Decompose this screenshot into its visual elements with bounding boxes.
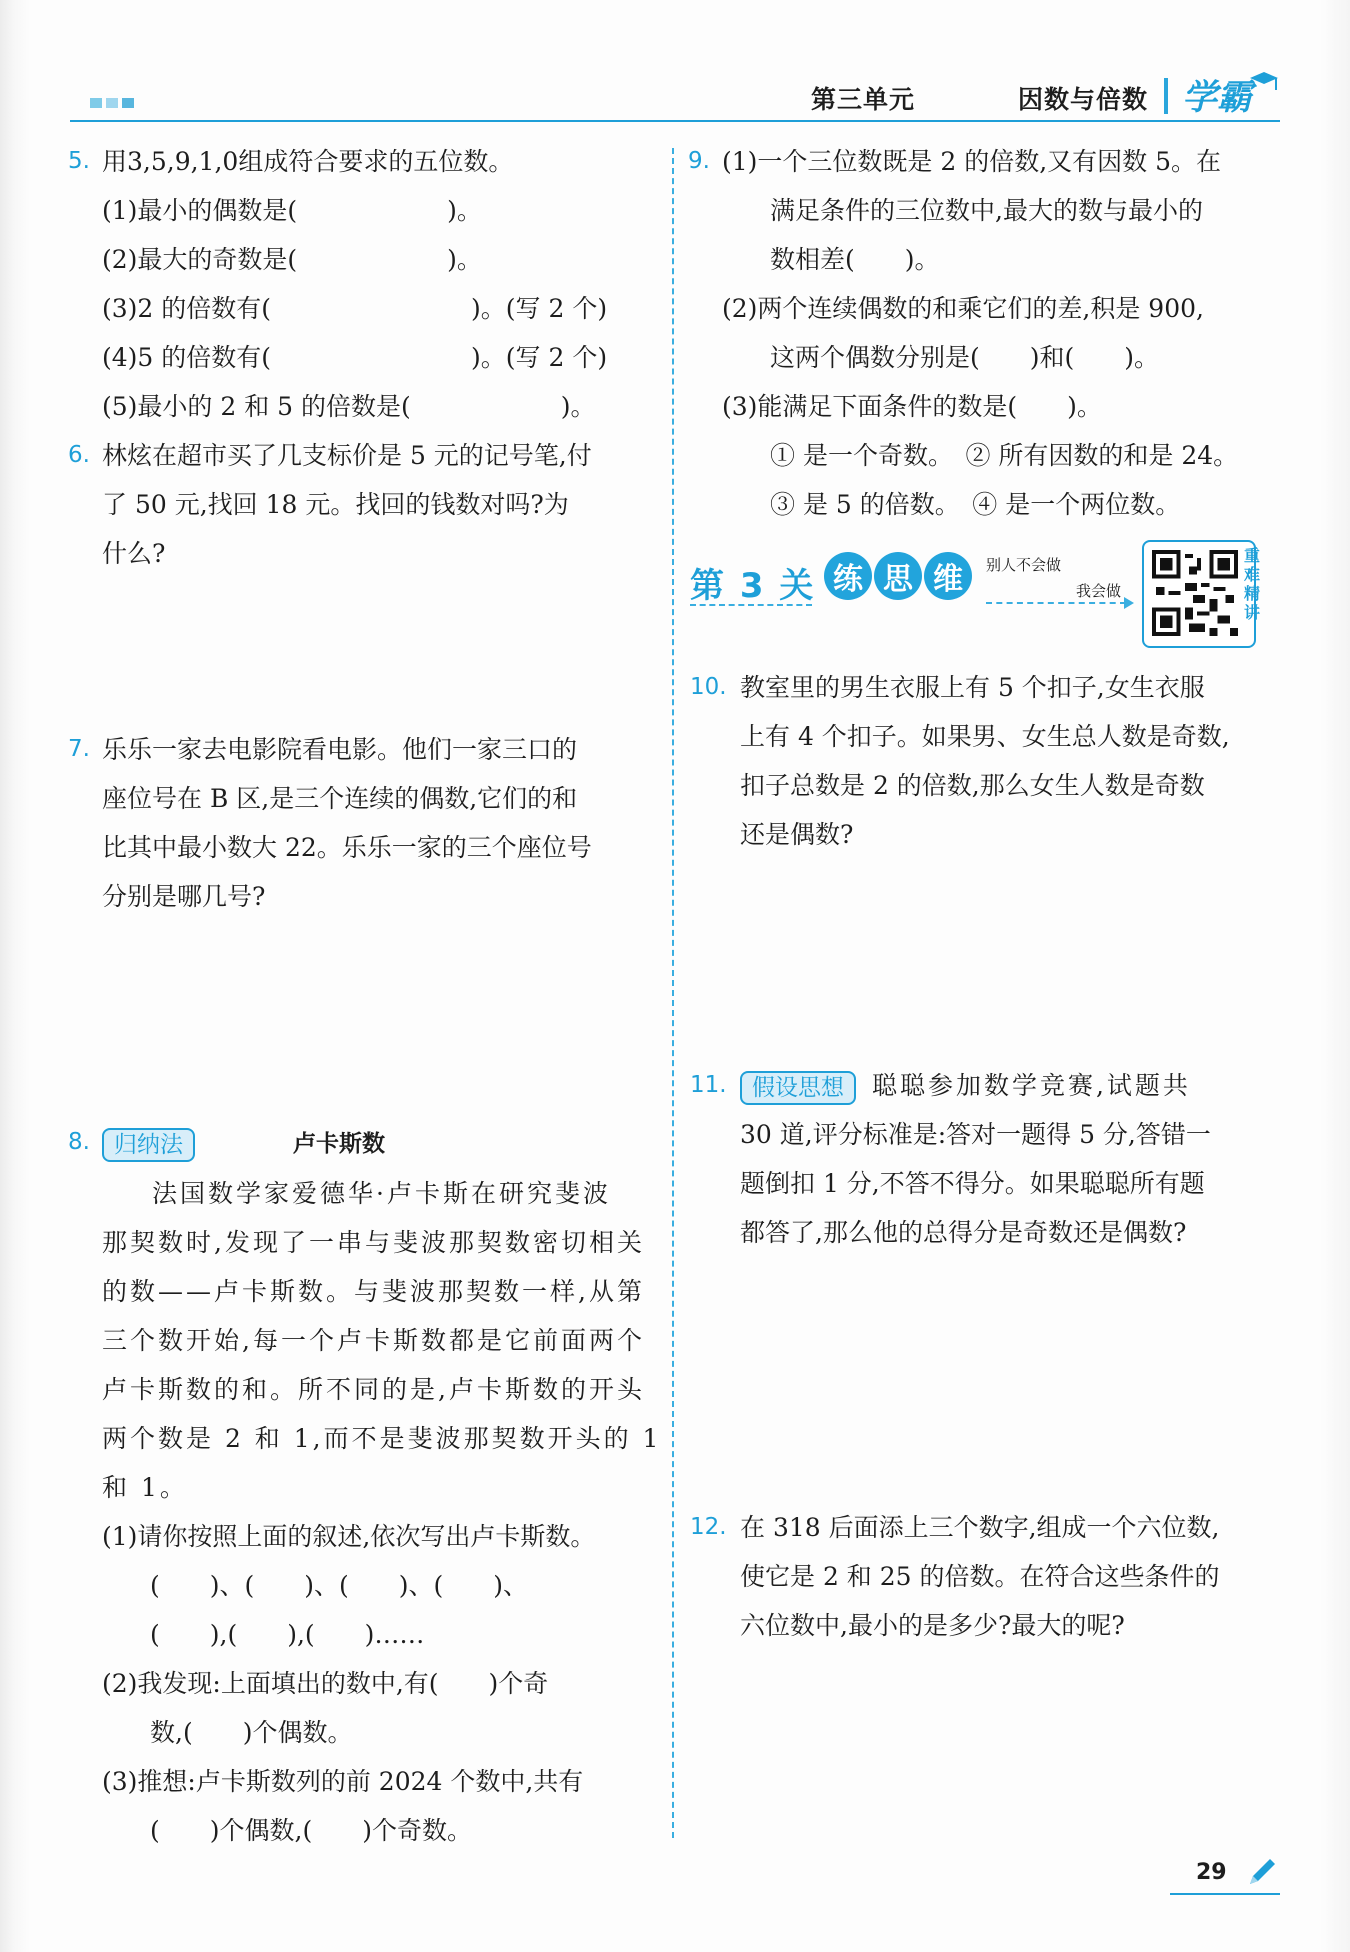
header-divider — [1164, 78, 1168, 114]
section-circle: 思 — [874, 552, 922, 600]
header-decor — [90, 98, 134, 108]
brand-logo: 学霸 — [1181, 78, 1252, 118]
question-number: 5. — [68, 148, 90, 174]
qr-code-icon — [1152, 550, 1238, 636]
sub-item: (3)能满足下面条件的数是( )。 — [722, 392, 1102, 421]
question-11 — [690, 1061, 1280, 1257]
passage-line: 法国数学家爱德华·卢卡斯在研究斐波 — [152, 1179, 611, 1208]
question-line: 聪聪参加数学竞赛,试题共 — [871, 1071, 1191, 1100]
question-12 — [690, 1503, 1280, 1650]
passage-title: 卢卡斯数 — [292, 1131, 385, 1157]
condition-line: ③ 是 5 的倍数。 ④ 是一个两位数。 — [770, 490, 1181, 519]
header-topic: 因数与倍数 — [1017, 85, 1148, 114]
header-rule — [70, 120, 1280, 122]
section-slogan-2: 我会做 — [1076, 582, 1122, 600]
question-line: 乐乐一家去电影院看电影。他们一家三口的 — [102, 735, 578, 764]
question-line: 分别是哪几号? — [102, 882, 266, 911]
method-tag: 假设思想 — [740, 1071, 856, 1105]
pencil-icon — [1244, 1854, 1280, 1890]
condition-line: ① 是一个奇数。 ② 所有因数的和是 24。 — [770, 441, 1239, 470]
section-circles — [824, 552, 972, 600]
question-number: 12. — [690, 1514, 727, 1540]
passage-line: 那契数时,发现了一串与斐波那契数密切相关 — [102, 1228, 645, 1257]
sub-item-cont: ( )个偶数,( )个奇数。 — [150, 1816, 472, 1845]
section-title: 第 3 关 — [690, 566, 816, 606]
method-tag: 归纳法 — [102, 1128, 195, 1162]
question-line: 比其中最小数大 22。乐乐一家的三个座位号 — [102, 833, 592, 862]
arrow-icon — [986, 602, 1126, 604]
question-line: 什么? — [102, 539, 166, 568]
question-number: 8. — [68, 1129, 90, 1155]
sub-item: (2)我发现:上面填出的数中,有( )个奇 — [102, 1669, 549, 1698]
passage-line: 三个数开始,每一个卢卡斯数都是它前面两个 — [102, 1326, 645, 1355]
section-underline — [690, 604, 812, 606]
question-number: 10. — [690, 674, 727, 700]
sub-item: (2)两个连续偶数的和乘它们的差,积是 900, — [722, 294, 1204, 323]
qr-code-box[interactable] — [1142, 540, 1261, 648]
footer-rule — [1170, 1893, 1280, 1895]
question-stem: 用3,5,9,1,0组成符合要求的五位数。 — [102, 147, 514, 176]
section-circle: 维 — [924, 552, 972, 600]
sub-item-cont: 数,( )个偶数。 — [150, 1718, 353, 1747]
question-line: 30 道,评分标准是:答对一题得 5 分,答错一 — [740, 1120, 1211, 1149]
question-number: 7. — [68, 736, 90, 762]
question-line: 了 50 元,找回 18 元。找回的钱数对吗?为 — [102, 490, 569, 519]
question-line: 座位号在 B 区,是三个连续的偶数,它们的和 — [102, 784, 578, 813]
sub-item: (5)最小的 2 和 5 的倍数是( )。 — [102, 392, 596, 421]
sub-item: (1)最小的偶数是( )。 — [102, 196, 482, 225]
question-8 — [68, 1118, 662, 1855]
question-line: 题倒扣 1 分,不答不得分。如果聪聪所有题 — [740, 1169, 1205, 1198]
qr-label: 重难精讲 — [1244, 546, 1261, 622]
question-5 — [68, 137, 662, 431]
sub-item: (2)最大的奇数是( )。 — [102, 245, 482, 274]
graduation-cap-icon — [1246, 66, 1280, 100]
question-line: 在 318 后面添上三个数字,组成一个六位数, — [740, 1513, 1220, 1542]
header-unit: 第三单元 — [810, 85, 915, 114]
section-slogan-1: 别人不会做 — [986, 556, 1062, 574]
blank-line: ( )、( )、( )、( )、 — [150, 1571, 529, 1600]
question-line: 都答了,那么他的总得分是奇数还是偶数? — [740, 1218, 1187, 1247]
question-line: 教室里的男生衣服上有 5 个扣子,女生衣服 — [740, 673, 1205, 702]
passage-line: 和 1。 — [102, 1473, 188, 1502]
passage-line: 卢卡斯数的和。所不同的是,卢卡斯数的开头 — [102, 1375, 645, 1404]
sub-item-cont: 数相差( )。 — [770, 245, 940, 274]
question-number: 9. — [688, 148, 710, 174]
blank-line: ( ),( ),( )…… — [150, 1620, 425, 1649]
passage-line: 的数——卢卡斯数。与斐波那契数一样,从第 — [102, 1277, 645, 1306]
question-line: 六位数中,最小的是多少?最大的呢? — [740, 1611, 1125, 1640]
question-line: 扣子总数是 2 的倍数,那么女生人数是奇数 — [740, 771, 1205, 800]
sub-item: (1)请你按照上面的叙述,依次写出卢卡斯数。 — [102, 1522, 596, 1551]
section-banner — [690, 540, 1270, 650]
sub-item: (3)推想:卢卡斯数列的前 2024 个数中,共有 — [102, 1767, 584, 1796]
question-line: 上有 4 个扣子。如果男、女生总人数是奇数, — [740, 722, 1230, 751]
page-header — [70, 70, 1280, 126]
question-10 — [690, 663, 1280, 859]
question-line: 林炫在超市买了几支标价是 5 元的记号笔,付 — [102, 441, 592, 470]
passage-line: 两个数是 2 和 1,而不是斐波那契数开头的 1 — [102, 1424, 662, 1453]
column-divider — [672, 148, 674, 1838]
section-circle: 练 — [824, 552, 872, 600]
question-6 — [68, 431, 662, 578]
question-7 — [68, 725, 662, 921]
sub-item: (3)2 的倍数有( )。(写 2 个) — [102, 294, 608, 323]
sub-item: (4)5 的倍数有( )。(写 2 个) — [102, 343, 608, 372]
sub-item-cont: 满足条件的三位数中,最大的数与最小的 — [770, 196, 1203, 225]
question-9 — [688, 137, 1282, 529]
page-number: 29 — [1196, 1860, 1227, 1885]
question-line: 使它是 2 和 25 的倍数。在符合这些条件的 — [740, 1562, 1220, 1591]
question-number: 11. — [690, 1072, 727, 1098]
sub-item: (1)一个三位数既是 2 的倍数,又有因数 5。在 — [722, 147, 1222, 176]
question-line: 还是偶数? — [740, 820, 854, 849]
sub-item-cont: 这两个偶数分别是( )和( )。 — [770, 343, 1160, 372]
question-number: 6. — [68, 442, 90, 468]
